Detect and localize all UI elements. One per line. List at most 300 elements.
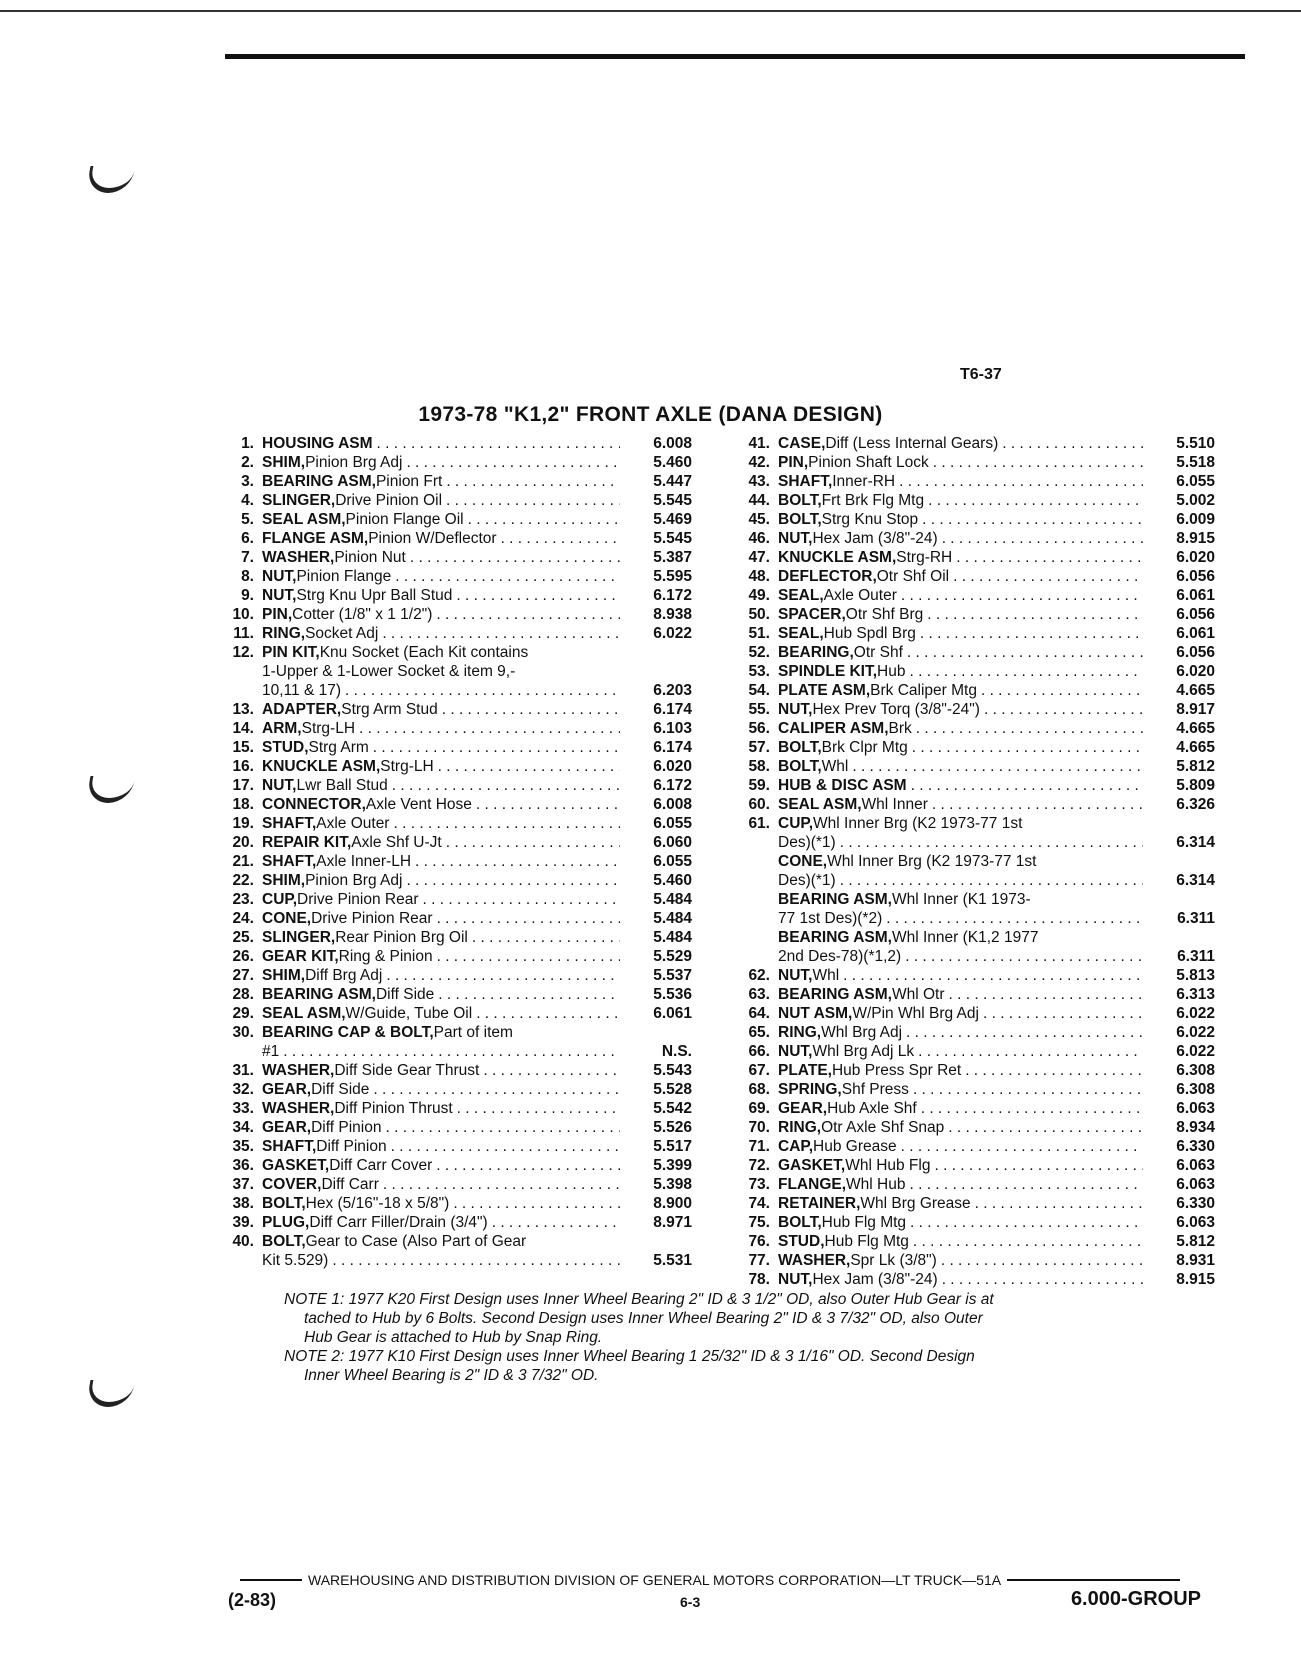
leader-dots — [279, 1042, 620, 1061]
group-number: 6.103 — [653, 720, 692, 737]
part-detail: Cotter (1/8" x 1 1/2") — [292, 606, 433, 623]
part-row — [728, 472, 1215, 491]
leader-dots — [369, 1080, 620, 1099]
item-number: 41. — [748, 435, 770, 452]
part-name: BEARING ASM, — [778, 891, 892, 908]
part-detail: Pinion Brg Adj — [305, 872, 403, 889]
part-description — [262, 1213, 620, 1232]
part-description — [262, 1118, 620, 1137]
part-description — [778, 757, 1143, 776]
item-number: 24. — [232, 910, 254, 927]
description-line — [778, 1213, 1143, 1232]
part-detail: Whl Inner — [861, 796, 928, 813]
page-code: T6-37 — [960, 366, 1002, 383]
part-name: BEARING CAP & BOLT, — [262, 1024, 434, 1041]
binder-hole-mark — [86, 776, 136, 803]
part-detail: 2nd Des-78)(*1,2) — [778, 948, 902, 965]
leader-dots — [971, 1194, 1143, 1213]
part-detail: Gear to Case (Also Part of Gear — [305, 1233, 527, 1250]
description-line — [262, 852, 620, 871]
leader-dots — [453, 1099, 620, 1118]
group-number: 5.510 — [1176, 435, 1215, 452]
part-row — [728, 1137, 1215, 1156]
description-line — [778, 1004, 1143, 1023]
group-number: 6.203 — [653, 682, 692, 699]
part-detail: Whl Inner (K1,2 1977 — [891, 929, 1039, 946]
description-line — [778, 909, 1143, 928]
item-number: 45. — [748, 511, 770, 528]
leader-dots — [938, 1270, 1143, 1289]
part-row — [728, 1080, 1215, 1099]
description-line — [778, 1175, 1143, 1194]
part-detail: Diff Carr Cover — [329, 1157, 433, 1174]
description-line — [778, 491, 1143, 510]
part-description — [262, 434, 620, 453]
part-name: NUT, — [262, 587, 297, 604]
group-number: 5.812 — [1176, 758, 1215, 775]
part-description — [778, 1099, 1143, 1118]
description-line — [262, 1213, 620, 1232]
part-detail: W/Pin Whl Brg Adj — [852, 1005, 979, 1022]
part-name: DEFLECTOR, — [778, 568, 877, 585]
description-line — [262, 947, 620, 966]
leader-dots — [945, 985, 1144, 1004]
item-number: 55. — [748, 701, 770, 718]
part-description — [778, 1042, 1143, 1061]
group-number: 5.484 — [653, 929, 692, 946]
part-name: REPAIR KIT, — [262, 834, 352, 851]
part-name: ARM, — [262, 720, 302, 737]
part-description — [778, 1023, 1143, 1042]
part-description — [262, 1099, 620, 1118]
group-number: 5.528 — [653, 1081, 692, 1098]
part-name: BOLT, — [262, 1233, 306, 1250]
group-number: 6.308 — [1176, 1081, 1215, 1098]
part-name: CUP, — [262, 891, 298, 908]
description-line — [778, 643, 1143, 662]
part-name: BEARING ASM, — [262, 473, 376, 490]
part-row — [212, 491, 692, 510]
part-row — [212, 719, 692, 738]
item-number: 78. — [748, 1271, 770, 1288]
group-number: 5.531 — [653, 1252, 692, 1269]
part-description — [778, 1118, 1143, 1137]
part-detail: Axle Outer — [316, 815, 390, 832]
part-detail: Strg-LH — [301, 720, 356, 737]
top-edge-line — [0, 10, 1301, 12]
date-code: (2-83) — [228, 1590, 277, 1610]
item-number: 11. — [233, 625, 254, 642]
part-detail: Axle Shf U-Jt — [351, 834, 442, 851]
description-line — [778, 738, 1143, 757]
group-number: 5.545 — [653, 530, 692, 547]
leader-dots — [928, 795, 1143, 814]
item-number: 3. — [241, 473, 254, 490]
part-name: PIN, — [262, 606, 293, 623]
description-line — [262, 624, 620, 643]
leader-dots — [434, 985, 620, 1004]
part-description — [778, 510, 1143, 529]
leader-dots — [914, 1042, 1143, 1061]
part-description — [262, 548, 620, 567]
group-number: 5.809 — [1176, 777, 1215, 794]
part-description — [778, 624, 1143, 643]
part-row — [212, 1118, 692, 1137]
description-line — [778, 1061, 1143, 1080]
part-row — [728, 624, 1215, 643]
part-description — [262, 795, 620, 814]
description-line — [262, 1080, 620, 1099]
part-description — [262, 624, 620, 643]
part-name: BEARING ASM, — [778, 929, 892, 946]
part-description — [778, 529, 1143, 548]
leader-dots — [497, 529, 620, 548]
part-row — [728, 510, 1215, 529]
group-number: 6.063 — [1176, 1157, 1215, 1174]
description-line — [778, 700, 1143, 719]
part-name: GASKET, — [262, 1157, 330, 1174]
leader-dots — [897, 586, 1143, 605]
part-description — [262, 966, 620, 985]
item-number: 60. — [748, 796, 770, 813]
leader-dots — [472, 1004, 620, 1023]
part-row — [728, 548, 1215, 567]
part-detail: Axle Inner-LH — [316, 853, 412, 870]
part-detail: Socket Adj — [305, 625, 379, 642]
leader-dots — [937, 1251, 1143, 1270]
group-number: 6.172 — [653, 777, 692, 794]
part-description — [778, 567, 1143, 586]
description-line — [778, 681, 1143, 700]
part-detail: Shf Press — [841, 1081, 909, 1098]
item-number: 15. — [232, 739, 254, 756]
item-number: 16. — [232, 758, 254, 775]
part-detail: Strg-RH — [896, 549, 953, 566]
part-row — [212, 434, 692, 453]
part-detail: Brk — [888, 720, 912, 737]
group-number: 6.314 — [1176, 834, 1215, 851]
group-number: 5.812 — [1176, 1233, 1215, 1250]
part-description — [778, 605, 1143, 624]
part-name: WASHER, — [262, 1100, 335, 1117]
part-description — [262, 529, 620, 548]
item-number: 23. — [232, 891, 254, 908]
part-row — [728, 681, 1215, 700]
leader-dots — [949, 567, 1143, 586]
description-line — [778, 453, 1143, 472]
notes — [284, 1290, 1184, 1385]
part-row — [212, 1194, 692, 1213]
description-line — [778, 605, 1143, 624]
item-number: 37. — [232, 1176, 254, 1193]
description-line — [262, 1156, 620, 1175]
part-detail: Hex (5/16"-18 x 5/8") — [305, 1195, 450, 1212]
description-line — [262, 757, 620, 776]
part-detail: Strg-LH — [380, 758, 434, 775]
leader-dots — [391, 567, 620, 586]
leader-dots — [839, 966, 1143, 985]
part-description — [778, 776, 1143, 795]
leader-dots — [906, 1213, 1143, 1232]
group-number: 8.917 — [1176, 701, 1215, 718]
item-number: 26. — [232, 948, 254, 965]
description-line — [262, 548, 620, 567]
description-line — [778, 928, 1143, 947]
part-name: BEARING ASM, — [778, 986, 892, 1003]
group-number: 5.002 — [1176, 492, 1215, 509]
binder-hole-mark — [86, 166, 136, 193]
group-number: 5.398 — [653, 1176, 692, 1193]
item-number: 14. — [232, 720, 254, 737]
description-line — [262, 985, 620, 1004]
description-line — [778, 510, 1143, 529]
description-line — [262, 567, 620, 586]
description-line — [778, 586, 1143, 605]
part-row — [212, 1080, 692, 1099]
part-name: FLANGE, — [778, 1176, 847, 1193]
part-description — [778, 1137, 1143, 1156]
part-row — [212, 1061, 692, 1080]
part-detail: Hub Axle Shf — [827, 1100, 917, 1117]
group-number: 6.020 — [1176, 549, 1215, 566]
part-name: SHAFT, — [262, 853, 317, 870]
part-name: HOUSING ASM — [262, 435, 373, 452]
description-line — [778, 434, 1143, 453]
part-detail: 1-Upper & 1-Lower Socket & item 9,- — [262, 663, 516, 680]
group-number: 5.484 — [653, 910, 692, 927]
group-number: 5.460 — [653, 872, 692, 889]
part-detail: Diff Brg Adj — [305, 967, 383, 984]
group-number: 5.813 — [1176, 967, 1215, 984]
group-number: 5.399 — [653, 1157, 692, 1174]
part-name: CONNECTOR, — [262, 796, 366, 813]
item-number: 12. — [232, 644, 254, 661]
group-number: 6.063 — [1176, 1214, 1215, 1231]
part-detail: 10,11 & 17) — [262, 682, 341, 699]
item-number: 52. — [748, 644, 770, 661]
part-detail: Knu Socket (Each Kit contains — [319, 644, 529, 661]
part-detail: W/Guide, Tube Oil — [345, 1005, 473, 1022]
part-detail: Whl Inner (K1 1973- — [891, 891, 1031, 908]
part-row — [212, 1099, 692, 1118]
group-number: 6.313 — [1176, 986, 1215, 1003]
part-description — [262, 738, 620, 757]
part-detail: Drive Pinion Oil — [335, 492, 443, 509]
note-2 — [284, 1347, 1184, 1385]
part-row — [212, 529, 692, 548]
part-row — [728, 890, 1215, 928]
part-name: BEARING, — [778, 644, 854, 661]
part-detail: Whl Brg Adj — [821, 1024, 903, 1041]
note-line: tached to Hub by 6 Bolts. Second Design uses Inner Wheel Bearing 2" ID & 3 7/32" OD, also Outer — [304, 1310, 983, 1327]
part-description — [262, 1194, 620, 1213]
leader-dots — [923, 605, 1143, 624]
description-line — [262, 586, 620, 605]
group-number: 8.915 — [1176, 530, 1215, 547]
leader-dots — [488, 1213, 620, 1232]
description-line — [262, 776, 620, 795]
description-line — [778, 1156, 1143, 1175]
leader-dots — [479, 1061, 620, 1080]
item-number: 9. — [241, 587, 254, 604]
part-name: SPINDLE KIT, — [778, 663, 878, 680]
part-description — [778, 1061, 1143, 1080]
part-row — [728, 643, 1215, 662]
group-number: 6.326 — [1176, 796, 1215, 813]
item-number: 54. — [748, 682, 770, 699]
part-row — [212, 833, 692, 852]
group-number: 6.061 — [1176, 625, 1215, 642]
part-name: SHAFT, — [262, 1138, 317, 1155]
group-number: 5.537 — [653, 967, 692, 984]
part-name: STUD, — [778, 1233, 825, 1250]
part-description — [262, 1156, 620, 1175]
part-name: GEAR KIT, — [262, 948, 339, 965]
description-line — [778, 1042, 1143, 1061]
footer-division-text: WAREHOUSING AND DISTRIBUTION DIVISION OF GENERAL MOTORS CORPORATION—LT TRUCK—51A — [308, 1572, 1002, 1588]
group-label: 6.000-GROUP — [1070, 1588, 1201, 1610]
part-description — [778, 738, 1143, 757]
leader-dots — [449, 1194, 620, 1213]
part-name: CASE, — [778, 435, 826, 452]
part-name: RING, — [262, 625, 306, 642]
part-detail: Strg Arm — [308, 739, 369, 756]
part-name: KNUCKLE ASM, — [262, 758, 381, 775]
part-detail: Diff Pinion — [316, 1138, 387, 1155]
item-number: 33. — [232, 1100, 254, 1117]
group-number: 4.665 — [1176, 720, 1215, 737]
part-description — [262, 871, 620, 890]
group-number: 6.174 — [653, 701, 692, 718]
description-line — [778, 1270, 1143, 1289]
item-number: 39. — [232, 1214, 254, 1231]
part-name: WASHER, — [778, 1252, 851, 1269]
part-description — [262, 567, 620, 586]
description-line — [262, 738, 620, 757]
item-number: 48. — [748, 568, 770, 585]
part-name: SHIM, — [262, 454, 306, 471]
part-detail: Whl Brg Grease — [860, 1195, 971, 1212]
page-title: 1973-78 "K1,2" FRONT AXLE (DANA DESIGN) — [418, 403, 883, 426]
group-number: 6.061 — [653, 1005, 692, 1022]
part-description — [778, 985, 1143, 1004]
part-detail: Diff Side — [311, 1081, 370, 1098]
part-row — [212, 453, 692, 472]
part-row — [212, 1156, 692, 1175]
part-name: RING, — [778, 1024, 822, 1041]
item-number: 59. — [748, 777, 770, 794]
group-number: 6.311 — [1177, 910, 1215, 927]
part-row — [212, 928, 692, 947]
part-row — [212, 814, 692, 833]
part-name: RING, — [778, 1119, 822, 1136]
part-detail: Brk Clpr Mtg — [821, 739, 908, 756]
item-number: 63. — [748, 986, 770, 1003]
description-line — [262, 434, 620, 453]
part-row — [728, 529, 1215, 548]
description-line — [778, 966, 1143, 985]
part-description — [262, 1080, 620, 1099]
part-row — [728, 605, 1215, 624]
description-line — [262, 605, 620, 624]
group-number: 4.665 — [1176, 682, 1215, 699]
description-line — [778, 1251, 1143, 1270]
description-line — [262, 1042, 620, 1061]
group-number: 5.469 — [653, 511, 692, 528]
description-line — [262, 1194, 620, 1213]
group-number: 6.061 — [1176, 587, 1215, 604]
part-description — [262, 852, 620, 871]
group-number: 6.020 — [1176, 663, 1215, 680]
group-number: 6.063 — [1176, 1100, 1215, 1117]
leader-dots — [369, 738, 620, 757]
item-number: 64. — [748, 1005, 770, 1022]
group-number: 6.060 — [653, 834, 692, 851]
leader-dots — [387, 1137, 620, 1156]
part-detail: 77 1st Des)(*2) — [778, 910, 883, 927]
item-number: 5. — [241, 511, 254, 528]
part-row — [212, 643, 692, 700]
part-description — [262, 814, 620, 833]
leader-dots — [897, 1137, 1143, 1156]
part-detail: Pinion W/Deflector — [368, 530, 497, 547]
part-detail: Hub — [877, 663, 906, 680]
group-number: 6.008 — [653, 435, 692, 452]
leader-dots — [419, 890, 620, 909]
description-line — [262, 643, 620, 662]
part-row — [212, 852, 692, 871]
part-row — [212, 795, 692, 814]
item-number: 13. — [232, 701, 254, 718]
item-number: 25. — [232, 929, 254, 946]
leader-dots — [929, 453, 1143, 472]
leader-dots — [464, 510, 620, 529]
part-description — [778, 814, 1143, 852]
part-name: SHAFT, — [778, 473, 833, 490]
item-number: 38. — [232, 1195, 254, 1212]
description-line — [778, 1232, 1143, 1251]
part-name: GEAR, — [262, 1119, 312, 1136]
leader-dots — [952, 548, 1143, 567]
part-description — [262, 1232, 620, 1270]
leader-dots — [836, 871, 1143, 890]
group-number: 6.055 — [653, 815, 692, 832]
item-number — [728, 852, 778, 890]
group-number: 5.447 — [653, 473, 692, 490]
description-line — [262, 453, 620, 472]
leader-dots — [402, 453, 620, 472]
part-detail: Whl — [821, 758, 849, 775]
parts-list-right — [728, 434, 1215, 1289]
description-line — [262, 1004, 620, 1023]
group-number: 8.915 — [1176, 1271, 1215, 1288]
part-row — [728, 453, 1215, 472]
part-detail: Hub Press Spr Ret — [831, 1062, 962, 1079]
part-name: WASHER, — [262, 549, 335, 566]
part-detail: Whl — [812, 967, 840, 984]
group-number: 5.460 — [653, 454, 692, 471]
description-line — [262, 1175, 620, 1194]
part-row — [212, 472, 692, 491]
part-detail: Whl Hub — [846, 1176, 906, 1193]
item-number: 21. — [232, 853, 254, 870]
part-detail: Inner-RH — [832, 473, 896, 490]
part-row — [212, 1023, 692, 1061]
leader-dots — [442, 472, 620, 491]
leader-dots — [406, 548, 620, 567]
part-name: NUT, — [778, 530, 813, 547]
part-row — [728, 1118, 1215, 1137]
